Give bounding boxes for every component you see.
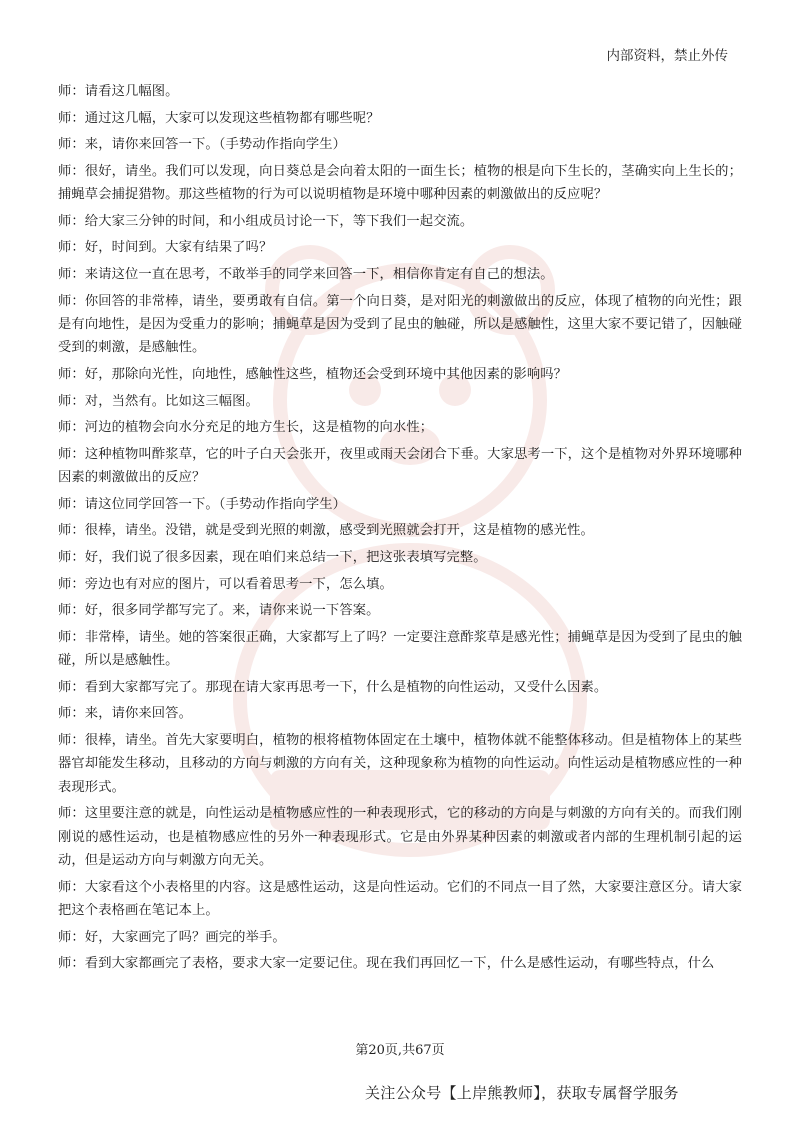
dialogue-paragraph: 师：看到大家都画完了表格，要求大家一定要记住。现在我们再回忆一下，什么是感性运动，有哪些特点，什么 xyxy=(58,956,715,972)
dialogue-paragraph: 师：好，时间到。大家有结果了吗？ xyxy=(58,240,273,256)
dialogue-paragraph: 师：请这位同学回答一下。（手势动作指向学生） xyxy=(58,496,347,512)
footer-promo-note: 关注公众号【上岸熊教师】，获取专属督学服务 xyxy=(365,1084,679,1102)
dialogue-paragraph: 师：好，大家画完了吗？画完的举手。 xyxy=(58,929,286,945)
dialogue-paragraph: 师：很棒，请坐。首先大家要明白，植物的根将植物体固定在土壤中，植物体就不能整体移动。但是植物体上的某些器官却能发生移动，且移动的方向与刺激的方向有关，这种现象称为植物的向性运动。向性运动是植物感应性的一种表现形式。 xyxy=(58,732,742,795)
dialogue-paragraph: 师：好，很多同学都写完了。来，请你来说一下答案。 xyxy=(58,603,380,619)
dialogue-paragraph: 师：来，请你来回答一下。（手势动作指向学生） xyxy=(58,137,347,153)
lesson-transcript xyxy=(58,80,742,979)
dialogue-paragraph: 师：来请这位一直在思考，不敢举手的同学来回答一下，相信你肯定有自己的想法。 xyxy=(58,266,554,282)
dialogue-paragraph: 师：旁边也有对应的图片，可以看着思考一下，怎么填。 xyxy=(58,576,393,592)
dialogue-paragraph: 师：这里要注意的就是，向性运动是植物感应性的一种表现形式，它的移动的方向是与刺激的方向有关的。而我们刚刚说的感性运动，也是植物感应性的另外一种表现形式。它是由外界某种因素的刺激或者内部的生理机制引起的运动，但是运动方向与刺激方向无关。 xyxy=(58,806,742,869)
dialogue-paragraph: 师：看到大家都写完了。那现在请大家再思考一下，什么是植物的向性运动，又受什么因素。 xyxy=(58,679,608,695)
dialogue-paragraph: 师：非常棒，请坐。她的答案很正确，大家都写上了吗？一定要注意酢浆草是感光性；捕蝇草是因为受到了昆虫的触碰，所以是感触性。 xyxy=(58,629,742,669)
header-note: 内部资料，禁止外传 xyxy=(606,48,728,64)
dialogue-paragraph: 师：大家看这个小表格里的内容。这是感性运动，这是向性运动。它们的不同点一目了然，大家要注意区分。请大家把这个表格画在笔记本上。 xyxy=(58,879,742,919)
dialogue-paragraph: 师：来，请你来回答。 xyxy=(58,706,192,722)
dialogue-paragraph: 师：通过这几幅，大家可以发现这些植物都有哪些呢？ xyxy=(58,110,380,126)
dialogue-paragraph: 师：很棒，请坐。没错，就是受到光照的刺激，感受到光照就会打开，这是植物的感光性。 xyxy=(58,523,594,539)
dialogue-paragraph: 师：好，那除向光性，向地性，感触性这些，植物还会受到环境中其他因素的影响吗？ xyxy=(58,366,568,382)
dialogue-paragraph: 师：请看这几幅图。 xyxy=(58,84,179,99)
dialogue-paragraph: 师：给大家三分钟的时间，和小组成员讨论一下，等下我们一起交流。 xyxy=(58,213,474,229)
page-number: 第20页,共67页 xyxy=(355,1043,445,1058)
dialogue-paragraph: 师：河边的植物会向水分充足的地方生长，这是植物的向水性； xyxy=(58,420,434,436)
dialogue-paragraph: 师：好，我们说了很多因素，现在咱们来总结一下，把这张表填写完整。 xyxy=(58,549,487,565)
dialogue-paragraph: 师：很好，请坐。我们可以发现，向日葵总是会向着太阳的一面生长；植物的根是向下生长的，茎确实向上生长的；捕蝇草会捕捉猎物。那这些植物的行为可以说明植物是环境中哪种因素的刺激做出的反应呢？ xyxy=(58,163,742,203)
dialogue-paragraph: 师：这种植物叫酢浆草，它的叶子白天会张开，夜里或雨天会闭合下垂。大家思考一下，这个是植物对外界环境哪种因素的刺激做出的反应？ xyxy=(58,446,742,486)
dialogue-paragraph: 师：你回答的非常棒，请坐，要勇敢有自信。第一个向日葵，是对阳光的刺激做出的反应，体现了植物的向光性；跟是有向地性，是因为受重力的影响；捕蝇草是因为受到了昆虫的触碰，所以是感触性，这里大家不要记错了，因触碰受到的刺激，是感触性。 xyxy=(58,293,742,356)
dialogue-paragraph: 师：对，当然有。比如这三幅图。 xyxy=(58,393,259,409)
